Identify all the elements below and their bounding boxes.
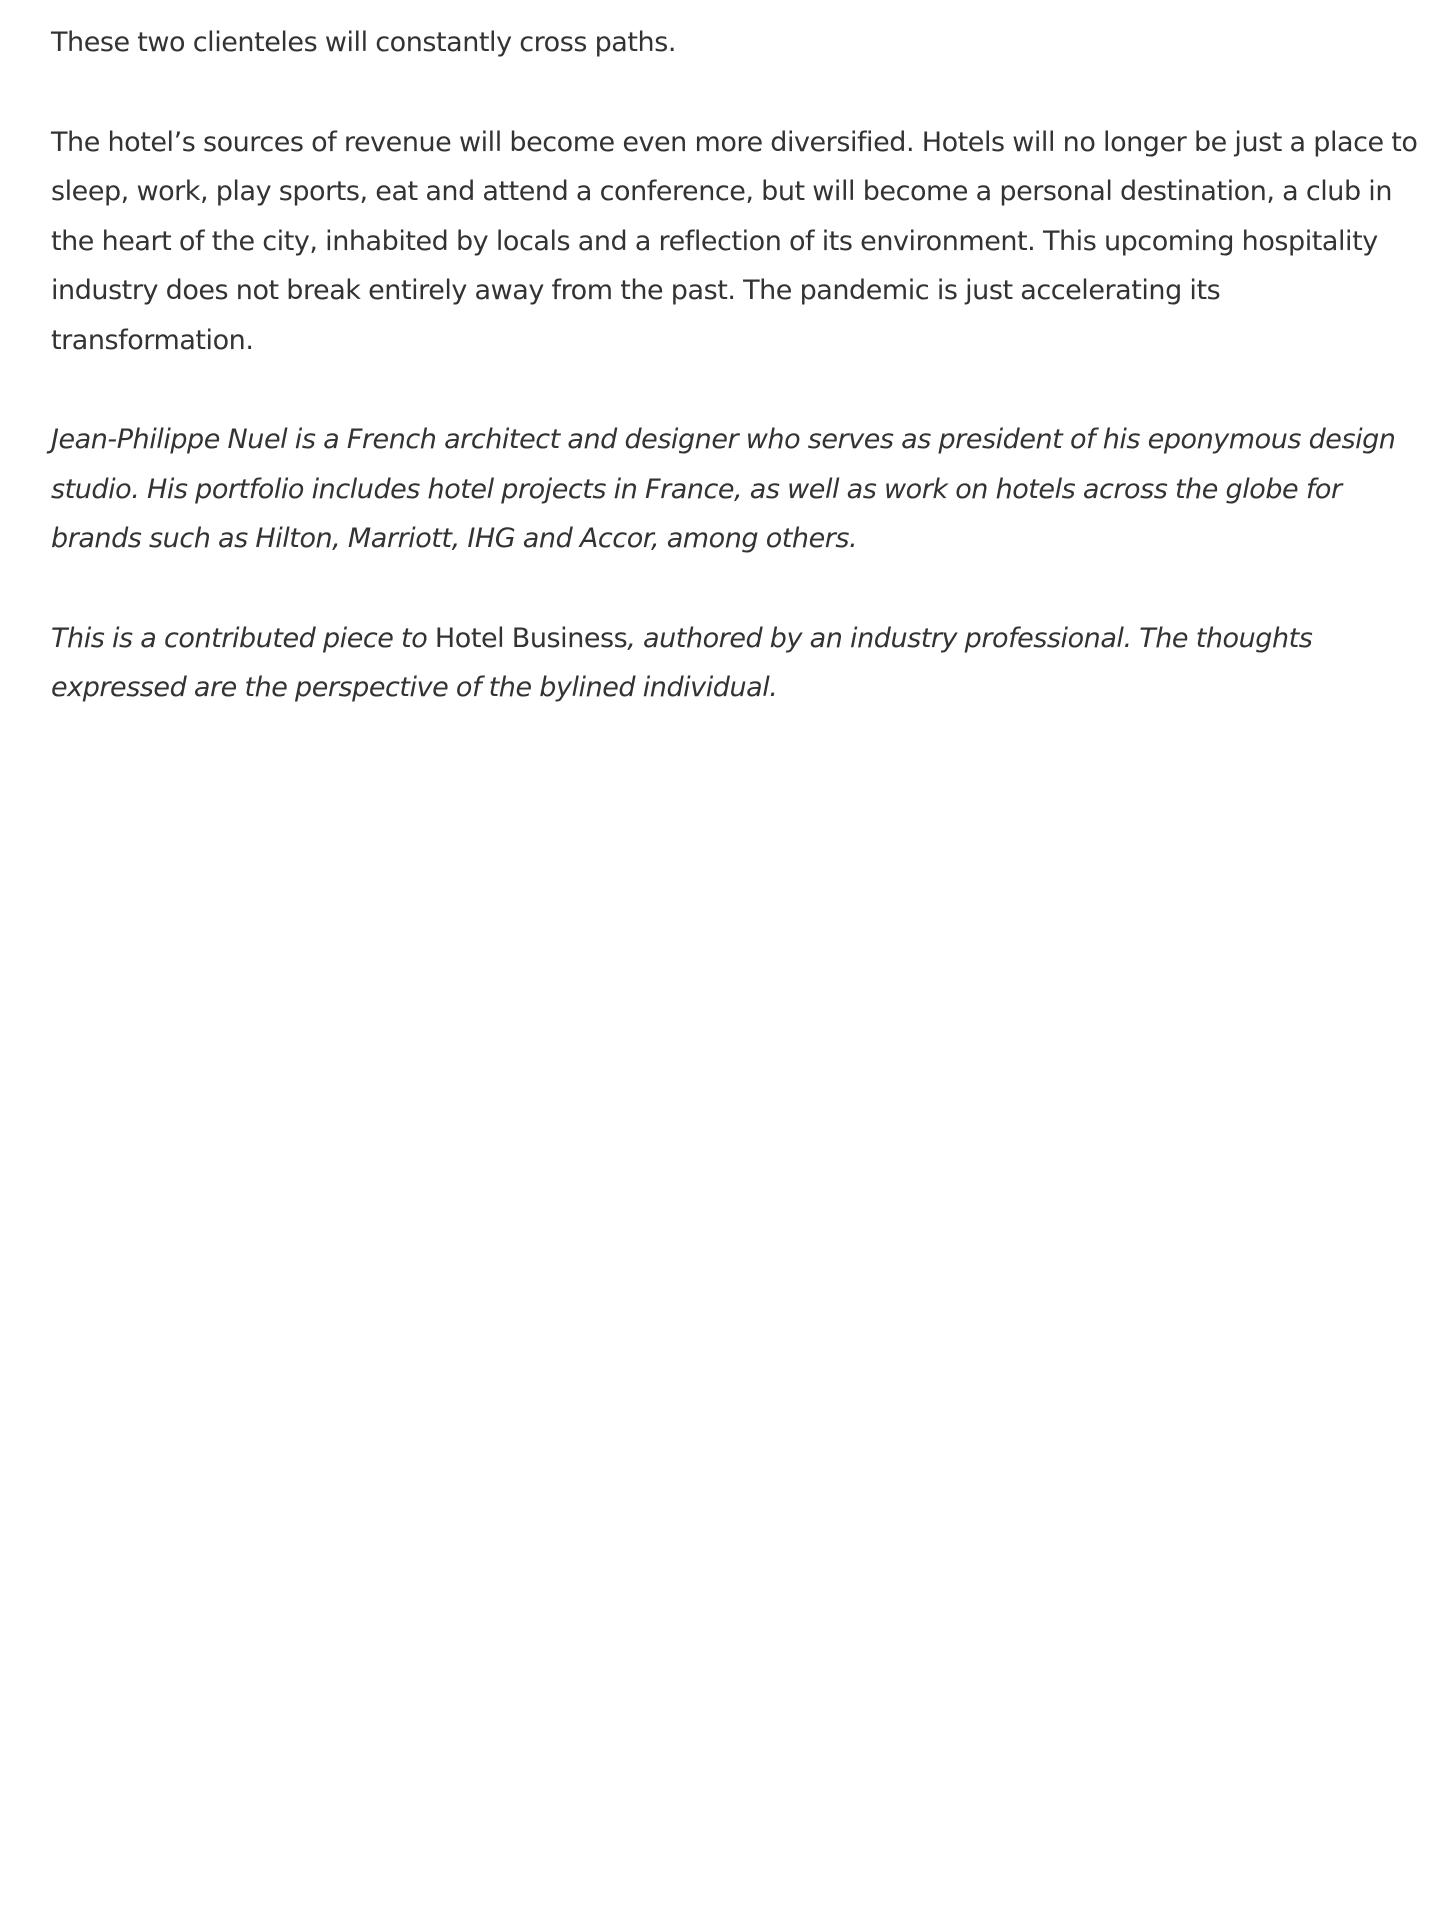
article-body [51, 18, 1421, 763]
article-paragraph: These two clienteles will constantly cross paths. [51, 27, 676, 58]
author-bio: Jean-Philippe Nuel is a French architect and designer who serves as president of his eponymous design studio. His portfolio includes hotel projects in France, as well as work on hotels across the globe for brands such as Hilton, Marriott, IHG and Accor, among others. [51, 424, 1396, 554]
disclaimer-tail: , authored by an industry professional. The thoughts expressed are the perspective of the bylined individual. [51, 622, 1313, 703]
disclaimer-lead: This is a contributed piece to [51, 622, 435, 654]
article-paragraph: The hotel’s sources of revenue will become even more diversified. Hotels will no longer be just a place to sleep, work, play sports, eat and attend a conference, but will become a personal destination, a club in the heart of the city, inhabited by locals and a reflection of its environment. This upcoming hospitality industry does not break entirely away from the past. The pandemic is just accelerating its transformation. [51, 126, 1418, 356]
publication-name: Hotel Business [434, 622, 628, 654]
contributor-disclaimer [51, 614, 1421, 713]
